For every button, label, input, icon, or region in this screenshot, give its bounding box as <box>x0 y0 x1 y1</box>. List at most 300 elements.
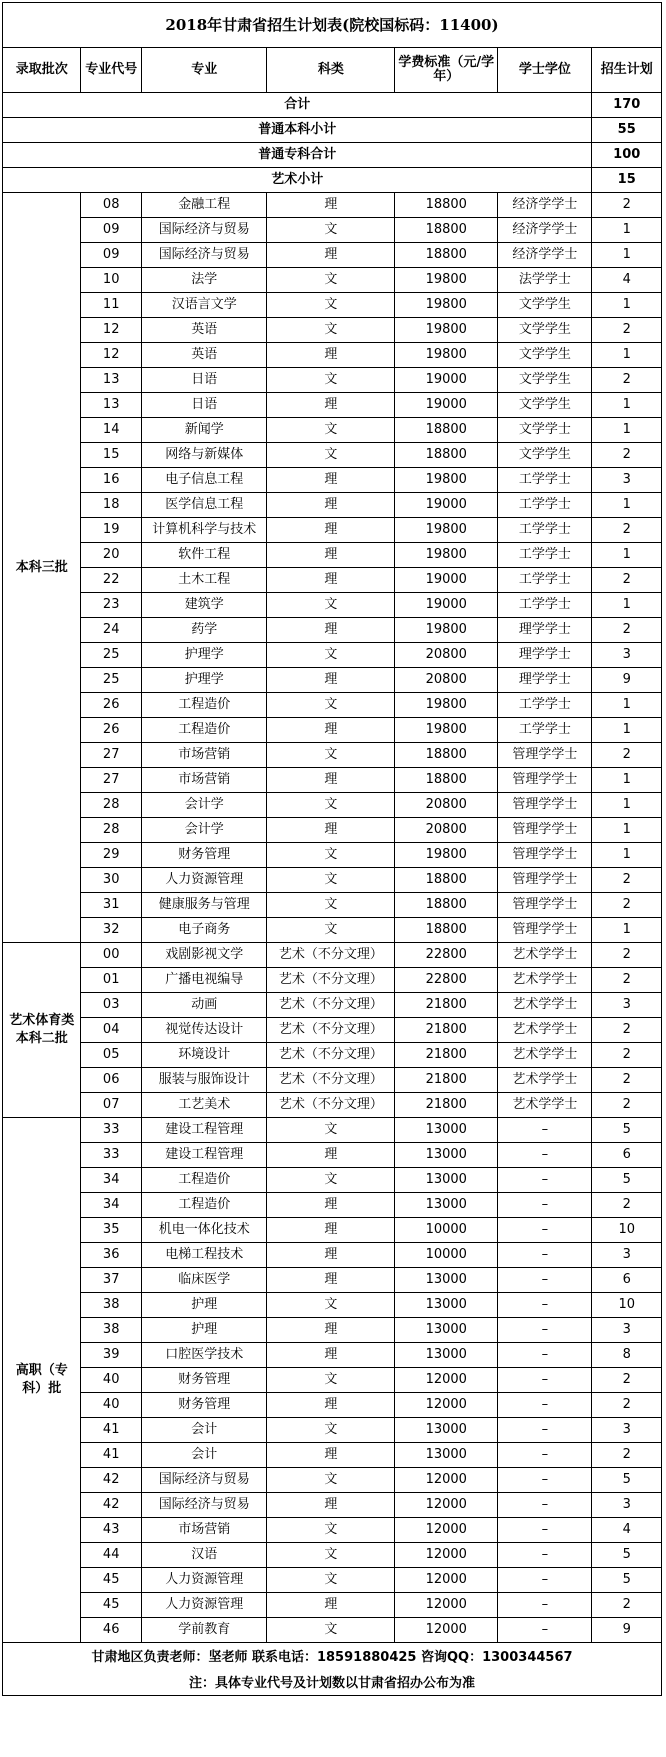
header-major: 专业 <box>141 48 267 93</box>
tuition: 18800 <box>395 868 498 893</box>
category: 文 <box>267 1293 395 1318</box>
degree: – <box>498 1393 592 1418</box>
table-row <box>3 1043 662 1068</box>
quota: 1 <box>592 718 662 743</box>
major-code: 09 <box>81 243 142 268</box>
tuition: 21800 <box>395 1068 498 1093</box>
major-code: 16 <box>81 468 142 493</box>
major-code: 40 <box>81 1368 142 1393</box>
table-row <box>3 893 662 918</box>
tuition: 19000 <box>395 593 498 618</box>
table-row <box>3 193 662 218</box>
tuition: 19800 <box>395 693 498 718</box>
tuition: 22800 <box>395 968 498 993</box>
quota: 5 <box>592 1543 662 1568</box>
table-row <box>3 268 662 293</box>
tuition: 22800 <box>395 943 498 968</box>
enrollment-plan-table <box>2 2 662 1696</box>
batch-label: 高职（专科）批 <box>3 1118 81 1643</box>
tuition: 13000 <box>395 1418 498 1443</box>
table-row <box>3 318 662 343</box>
summary-label: 合计 <box>3 93 592 118</box>
quota: 1 <box>592 418 662 443</box>
degree: 艺术学学士 <box>498 1093 592 1118</box>
tuition: 13000 <box>395 1293 498 1318</box>
tuition: 20800 <box>395 818 498 843</box>
category: 文 <box>267 368 395 393</box>
tuition: 12000 <box>395 1593 498 1618</box>
summary-row <box>3 118 662 143</box>
category: 理 <box>267 243 395 268</box>
major-name: 人力资源管理 <box>141 1593 267 1618</box>
quota: 1 <box>592 343 662 368</box>
category: 文 <box>267 1518 395 1543</box>
major-name: 国际经济与贸易 <box>141 243 267 268</box>
major-code: 28 <box>81 793 142 818</box>
category: 理 <box>267 1318 395 1343</box>
major-code: 44 <box>81 1543 142 1568</box>
degree: 管理学学士 <box>498 768 592 793</box>
major-code: 41 <box>81 1443 142 1468</box>
quota: 1 <box>592 793 662 818</box>
table-row <box>3 618 662 643</box>
table-row <box>3 468 662 493</box>
summary-value: 170 <box>592 93 662 118</box>
major-code: 33 <box>81 1118 142 1143</box>
quota: 3 <box>592 1243 662 1268</box>
table-row <box>3 393 662 418</box>
degree: 管理学学士 <box>498 868 592 893</box>
quota: 2 <box>592 1368 662 1393</box>
tuition: 18800 <box>395 193 498 218</box>
table-row <box>3 1618 662 1643</box>
table-row <box>3 1218 662 1243</box>
category: 文 <box>267 443 395 468</box>
degree: – <box>498 1268 592 1293</box>
quota: 10 <box>592 1293 662 1318</box>
quota: 2 <box>592 1393 662 1418</box>
category: 理 <box>267 668 395 693</box>
quota: 2 <box>592 443 662 468</box>
table-row <box>3 1168 662 1193</box>
major-code: 12 <box>81 343 142 368</box>
major-name: 日语 <box>141 393 267 418</box>
major-code: 29 <box>81 843 142 868</box>
header-tuition: 学费标准（元/学年） <box>395 48 498 93</box>
quota: 3 <box>592 1318 662 1343</box>
quota: 2 <box>592 1093 662 1118</box>
category: 理 <box>267 393 395 418</box>
degree: 工学学士 <box>498 693 592 718</box>
tuition: 18800 <box>395 218 498 243</box>
major-name: 建筑学 <box>141 593 267 618</box>
degree: 艺术学学士 <box>498 1018 592 1043</box>
table-row <box>3 918 662 943</box>
degree: – <box>498 1318 592 1343</box>
category: 文 <box>267 293 395 318</box>
major-code: 26 <box>81 718 142 743</box>
tuition: 18800 <box>395 418 498 443</box>
major-name: 国际经济与贸易 <box>141 218 267 243</box>
degree: 管理学学士 <box>498 818 592 843</box>
quota: 2 <box>592 1193 662 1218</box>
tuition: 19800 <box>395 343 498 368</box>
table-row <box>3 1543 662 1568</box>
major-name: 学前教育 <box>141 1618 267 1643</box>
quota: 1 <box>592 693 662 718</box>
table-row <box>3 293 662 318</box>
degree: – <box>498 1443 592 1468</box>
table-row <box>3 368 662 393</box>
table-row <box>3 1393 662 1418</box>
major-code: 25 <box>81 643 142 668</box>
category: 理 <box>267 1343 395 1368</box>
quota: 5 <box>592 1568 662 1593</box>
quota: 2 <box>592 318 662 343</box>
category: 艺术（不分文理） <box>267 968 395 993</box>
degree: 经济学学士 <box>498 243 592 268</box>
major-code: 43 <box>81 1518 142 1543</box>
major-code: 09 <box>81 218 142 243</box>
category: 理 <box>267 1268 395 1293</box>
major-name: 临床医学 <box>141 1268 267 1293</box>
category: 理 <box>267 1218 395 1243</box>
major-code: 05 <box>81 1043 142 1068</box>
major-name: 会计 <box>141 1418 267 1443</box>
category: 艺术（不分文理） <box>267 1018 395 1043</box>
category: 文 <box>267 1543 395 1568</box>
table-row <box>3 1318 662 1343</box>
tuition: 19800 <box>395 268 498 293</box>
tuition: 18800 <box>395 918 498 943</box>
major-name: 工艺美术 <box>141 1093 267 1118</box>
degree: 经济学学士 <box>498 218 592 243</box>
major-name: 金融工程 <box>141 193 267 218</box>
major-code: 27 <box>81 768 142 793</box>
table-row <box>3 443 662 468</box>
table-row <box>3 818 662 843</box>
tuition: 13000 <box>395 1193 498 1218</box>
degree: 法学学士 <box>498 268 592 293</box>
major-code: 19 <box>81 518 142 543</box>
major-name: 建设工程管理 <box>141 1118 267 1143</box>
degree: 工学学士 <box>498 493 592 518</box>
quota: 1 <box>592 543 662 568</box>
category: 艺术（不分文理） <box>267 1093 395 1118</box>
table-row <box>3 1518 662 1543</box>
table-row <box>3 743 662 768</box>
major-name: 汉语 <box>141 1543 267 1568</box>
tuition: 21800 <box>395 993 498 1018</box>
table-row <box>3 693 662 718</box>
major-name: 计算机科学与技术 <box>141 518 267 543</box>
category: 文 <box>267 793 395 818</box>
major-name: 日语 <box>141 368 267 393</box>
category: 艺术（不分文理） <box>267 1068 395 1093</box>
tuition: 10000 <box>395 1218 498 1243</box>
quota: 6 <box>592 1143 662 1168</box>
major-code: 31 <box>81 893 142 918</box>
header-major-code: 专业代号 <box>81 48 142 93</box>
tuition: 12000 <box>395 1543 498 1568</box>
category: 文 <box>267 1618 395 1643</box>
tuition: 20800 <box>395 643 498 668</box>
table-row <box>3 843 662 868</box>
table-row <box>3 1443 662 1468</box>
tuition: 19800 <box>395 718 498 743</box>
title-row <box>3 3 662 48</box>
tuition: 12000 <box>395 1518 498 1543</box>
header-quota: 招生计划 <box>592 48 662 93</box>
tuition: 13000 <box>395 1168 498 1193</box>
major-name: 工程造价 <box>141 1168 267 1193</box>
table-row <box>3 768 662 793</box>
major-name: 建设工程管理 <box>141 1143 267 1168</box>
major-code: 37 <box>81 1268 142 1293</box>
major-name: 会计学 <box>141 818 267 843</box>
major-name: 英语 <box>141 343 267 368</box>
degree: – <box>498 1118 592 1143</box>
summary-row <box>3 143 662 168</box>
summary-value: 55 <box>592 118 662 143</box>
summary-row <box>3 168 662 193</box>
quota: 2 <box>592 1018 662 1043</box>
category: 理 <box>267 1443 395 1468</box>
category: 文 <box>267 843 395 868</box>
tuition: 20800 <box>395 793 498 818</box>
tuition: 18800 <box>395 768 498 793</box>
major-name: 英语 <box>141 318 267 343</box>
category: 文 <box>267 643 395 668</box>
degree: 工学学士 <box>498 568 592 593</box>
category: 文 <box>267 868 395 893</box>
table-row <box>3 243 662 268</box>
quota: 3 <box>592 993 662 1018</box>
header-row <box>3 48 662 93</box>
degree: – <box>498 1518 592 1543</box>
major-code: 08 <box>81 193 142 218</box>
major-name: 动画 <box>141 993 267 1018</box>
quota: 1 <box>592 493 662 518</box>
table-row <box>3 643 662 668</box>
category: 文 <box>267 1418 395 1443</box>
degree: 文学学生 <box>498 343 592 368</box>
tuition: 19800 <box>395 293 498 318</box>
major-name: 药学 <box>141 618 267 643</box>
category: 理 <box>267 718 395 743</box>
category: 理 <box>267 1243 395 1268</box>
table-row <box>3 1493 662 1518</box>
major-code: 34 <box>81 1193 142 1218</box>
major-code: 18 <box>81 493 142 518</box>
major-name: 环境设计 <box>141 1043 267 1068</box>
major-code: 13 <box>81 393 142 418</box>
category: 艺术（不分文理） <box>267 993 395 1018</box>
header-category: 科类 <box>267 48 395 93</box>
major-name: 市场营销 <box>141 768 267 793</box>
tuition: 19800 <box>395 843 498 868</box>
table-row <box>3 868 662 893</box>
quota: 1 <box>592 843 662 868</box>
table-row <box>3 1243 662 1268</box>
quota: 1 <box>592 818 662 843</box>
major-code: 40 <box>81 1393 142 1418</box>
degree: 艺术学学士 <box>498 993 592 1018</box>
major-name: 人力资源管理 <box>141 868 267 893</box>
category: 文 <box>267 593 395 618</box>
summary-label: 普通本科小计 <box>3 118 592 143</box>
summary-label: 普通专科合计 <box>3 143 592 168</box>
category: 理 <box>267 1493 395 1518</box>
quota: 1 <box>592 393 662 418</box>
tuition: 13000 <box>395 1143 498 1168</box>
degree: 艺术学学士 <box>498 968 592 993</box>
major-name: 口腔医学技术 <box>141 1343 267 1368</box>
degree: – <box>498 1593 592 1618</box>
category: 理 <box>267 818 395 843</box>
table-row <box>3 1268 662 1293</box>
quota: 1 <box>592 593 662 618</box>
tuition: 12000 <box>395 1493 498 1518</box>
table-row <box>3 218 662 243</box>
quota: 2 <box>592 368 662 393</box>
tuition: 10000 <box>395 1243 498 1268</box>
degree: 理学学士 <box>498 668 592 693</box>
degree: – <box>498 1493 592 1518</box>
tuition: 19000 <box>395 368 498 393</box>
footer-note: 注：具体专业代号及计划数以甘肃省招办公布为准 <box>3 1673 662 1696</box>
table-row <box>3 718 662 743</box>
category: 理 <box>267 1143 395 1168</box>
quota: 9 <box>592 668 662 693</box>
major-code: 07 <box>81 1093 142 1118</box>
major-name: 网络与新媒体 <box>141 443 267 468</box>
tuition: 19800 <box>395 318 498 343</box>
major-name: 软件工程 <box>141 543 267 568</box>
major-name: 会计 <box>141 1443 267 1468</box>
major-name: 护理 <box>141 1318 267 1343</box>
footer-contact-row <box>3 1643 662 1674</box>
degree: 管理学学士 <box>498 918 592 943</box>
quota: 10 <box>592 1218 662 1243</box>
major-code: 38 <box>81 1318 142 1343</box>
quota: 1 <box>592 243 662 268</box>
category: 理 <box>267 193 395 218</box>
major-name: 工程造价 <box>141 1193 267 1218</box>
tuition: 18800 <box>395 893 498 918</box>
category: 艺术（不分文理） <box>267 943 395 968</box>
category: 艺术（不分文理） <box>267 1043 395 1068</box>
major-code: 35 <box>81 1218 142 1243</box>
category: 文 <box>267 268 395 293</box>
degree: 工学学士 <box>498 518 592 543</box>
major-code: 42 <box>81 1493 142 1518</box>
degree: – <box>498 1618 592 1643</box>
quota: 2 <box>592 1043 662 1068</box>
degree: 工学学士 <box>498 718 592 743</box>
major-code: 39 <box>81 1343 142 1368</box>
quota: 2 <box>592 568 662 593</box>
major-code: 42 <box>81 1468 142 1493</box>
quota: 2 <box>592 968 662 993</box>
quota: 2 <box>592 193 662 218</box>
degree: – <box>498 1193 592 1218</box>
quota: 2 <box>592 1593 662 1618</box>
degree: – <box>498 1218 592 1243</box>
tuition: 19800 <box>395 618 498 643</box>
quota: 5 <box>592 1168 662 1193</box>
quota: 1 <box>592 918 662 943</box>
degree: 文学学生 <box>498 368 592 393</box>
quota: 5 <box>592 1468 662 1493</box>
table-row <box>3 1293 662 1318</box>
major-code: 00 <box>81 943 142 968</box>
quota: 3 <box>592 1418 662 1443</box>
major-code: 26 <box>81 693 142 718</box>
major-code: 38 <box>81 1293 142 1318</box>
degree: 工学学士 <box>498 543 592 568</box>
category: 理 <box>267 468 395 493</box>
tuition: 13000 <box>395 1268 498 1293</box>
footer-note-row <box>3 1673 662 1696</box>
table-row <box>3 493 662 518</box>
table-row <box>3 518 662 543</box>
category: 文 <box>267 743 395 768</box>
major-code: 10 <box>81 268 142 293</box>
major-name: 护理学 <box>141 668 267 693</box>
major-name: 人力资源管理 <box>141 1568 267 1593</box>
major-code: 25 <box>81 668 142 693</box>
tuition: 12000 <box>395 1468 498 1493</box>
degree: – <box>498 1143 592 1168</box>
quota: 2 <box>592 1068 662 1093</box>
table-row <box>3 968 662 993</box>
category: 理 <box>267 493 395 518</box>
degree: 经济学学士 <box>498 193 592 218</box>
degree: 管理学学士 <box>498 893 592 918</box>
degree: 文学学生 <box>498 318 592 343</box>
category: 理 <box>267 568 395 593</box>
tuition: 18800 <box>395 743 498 768</box>
degree: 管理学学士 <box>498 793 592 818</box>
major-code: 36 <box>81 1243 142 1268</box>
major-name: 护理 <box>141 1293 267 1318</box>
tuition: 19000 <box>395 568 498 593</box>
summary-value: 100 <box>592 143 662 168</box>
category: 文 <box>267 418 395 443</box>
degree: 工学学士 <box>498 468 592 493</box>
degree: 艺术学学士 <box>498 1043 592 1068</box>
degree: 文学学生 <box>498 443 592 468</box>
tuition: 19800 <box>395 518 498 543</box>
major-name: 财务管理 <box>141 1368 267 1393</box>
degree: 工学学士 <box>498 593 592 618</box>
category: 文 <box>267 918 395 943</box>
degree: – <box>498 1243 592 1268</box>
tuition: 12000 <box>395 1568 498 1593</box>
major-code: 11 <box>81 293 142 318</box>
major-code: 12 <box>81 318 142 343</box>
major-name: 机电一体化技术 <box>141 1218 267 1243</box>
degree: – <box>498 1568 592 1593</box>
quota: 2 <box>592 1443 662 1468</box>
major-code: 22 <box>81 568 142 593</box>
table-row <box>3 1068 662 1093</box>
degree: 理学学士 <box>498 618 592 643</box>
tuition: 13000 <box>395 1318 498 1343</box>
major-name: 电子信息工程 <box>141 468 267 493</box>
category: 文 <box>267 1468 395 1493</box>
